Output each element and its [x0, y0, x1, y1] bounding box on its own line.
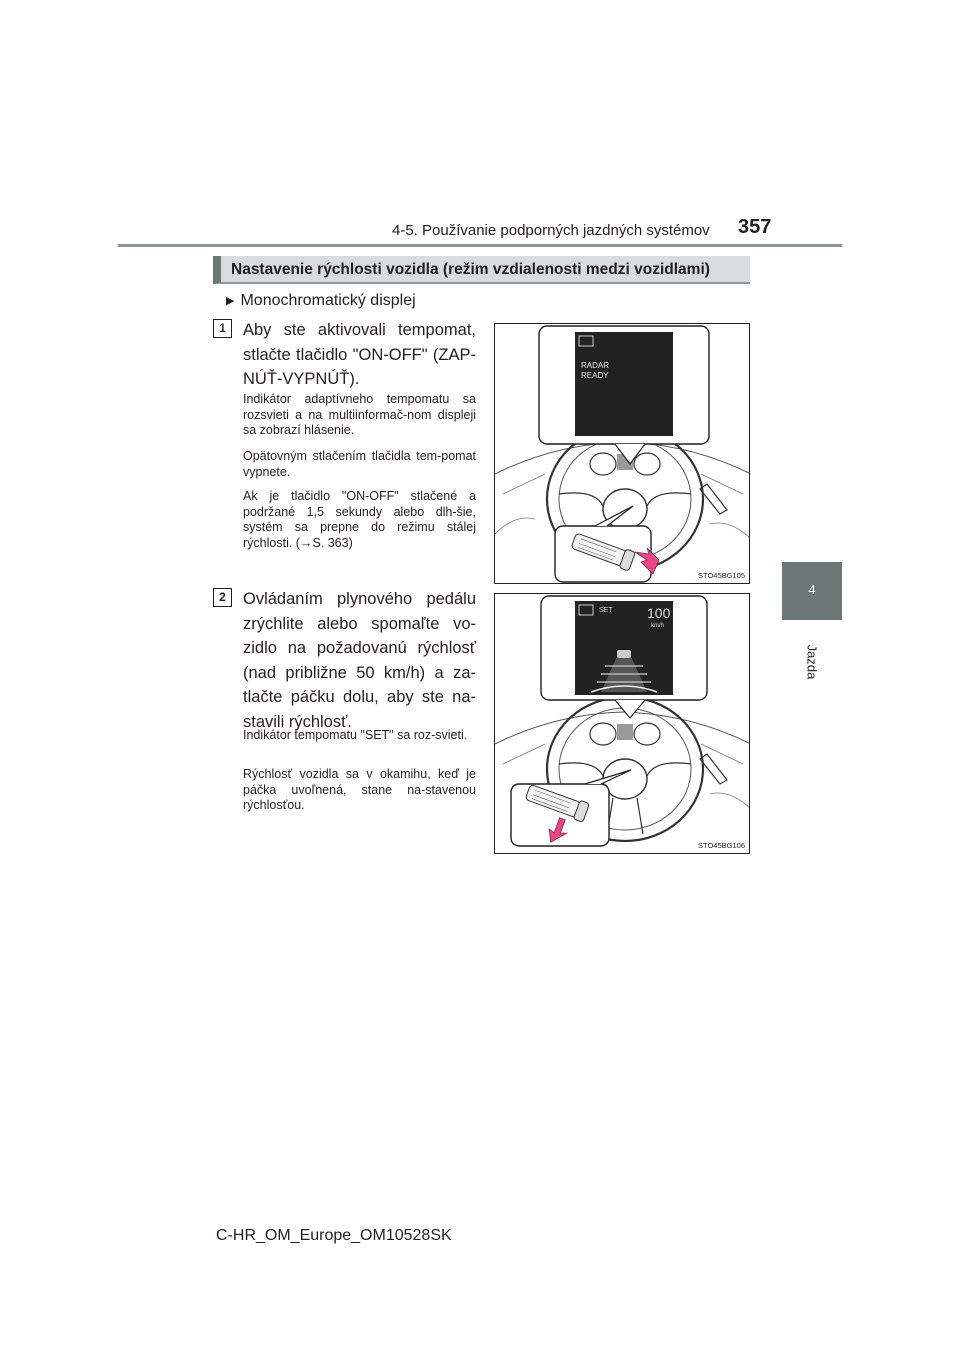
screen-speed-text: 100	[647, 605, 671, 621]
bullet-text: Monochromatický displej	[240, 292, 416, 309]
step-2-note-2: Rýchlosť vozidla sa v okamihu, keď je páčka uvoľnená, stane na-stavenou rýchlosťou.	[243, 767, 476, 812]
bullet-item	[226, 292, 416, 310]
steering-wheel-set-speed-illustration	[495, 594, 750, 854]
screen-set-text: SET	[599, 607, 613, 614]
step-2-text: Ovládaním plynového pedálu zrýchlite alebo spomaľte vo-zidlo na požadovanú rýchlosť (nad približne 50 km/h) a za-tlačte páčku dolu, aby ste na-stavili rýchlosť.	[243, 590, 476, 731]
chapter-label-text: Jazda	[804, 644, 820, 680]
page-number: 357	[738, 216, 772, 238]
steering-wheel-radar-ready-illustration	[495, 324, 750, 584]
footer-document-code: C-HR_OM_Europe_OM10528SK	[216, 1227, 452, 1244]
screen-unit-text: km/h	[651, 623, 665, 629]
triangle-bullet-icon: ▶	[226, 295, 235, 307]
chapter-label	[783, 632, 841, 692]
section-heading	[213, 256, 750, 284]
step-1-note-3: Ak je tlačidlo "ON-OFF" stlačené a podržané 1,5 sekundy alebo dlh-šie, systém sa prepne do režimu stálej rýchlosti. (→S. 363)	[243, 489, 476, 550]
figure-1-code: STO45BG105	[698, 571, 745, 580]
step-number-1: 1	[213, 319, 232, 338]
step-2-note-1: Indikátor tempomatu "SET" sa roz-svieti.	[243, 728, 468, 742]
figure-step-1	[494, 323, 750, 584]
step-1-note-1: Indikátor adaptívneho tempomatu sa rozsvieti a na multiinformač-nom displeji sa zobrazí hlásenie.	[243, 392, 476, 437]
header-title: 4-5. Používanie podporných jazdných systémov	[392, 222, 710, 239]
step-1-text: Aby ste aktivovali tempomat, stlačte tlačidlo "ON-OFF" (ZAP-NÚŤ-VYPNÚŤ).	[243, 321, 476, 388]
figure-2-code: STO45BG106	[698, 841, 745, 850]
chapter-tab	[782, 562, 842, 620]
section-heading-text: Nastavenie rýchlosti vozidla (režim vzdialenosti medzi vozidlami)	[231, 261, 710, 278]
chapter-number: 4	[808, 582, 816, 597]
step-1-note-2: Opätovným stlačením tlačidla tem-pomat vypnete.	[243, 449, 476, 479]
header-rule	[118, 244, 842, 247]
screen-ready-text: READY	[581, 371, 609, 380]
screen-radar-text: RADAR	[581, 361, 610, 370]
figure-step-2	[494, 593, 750, 854]
step-number-2: 2	[213, 588, 232, 607]
